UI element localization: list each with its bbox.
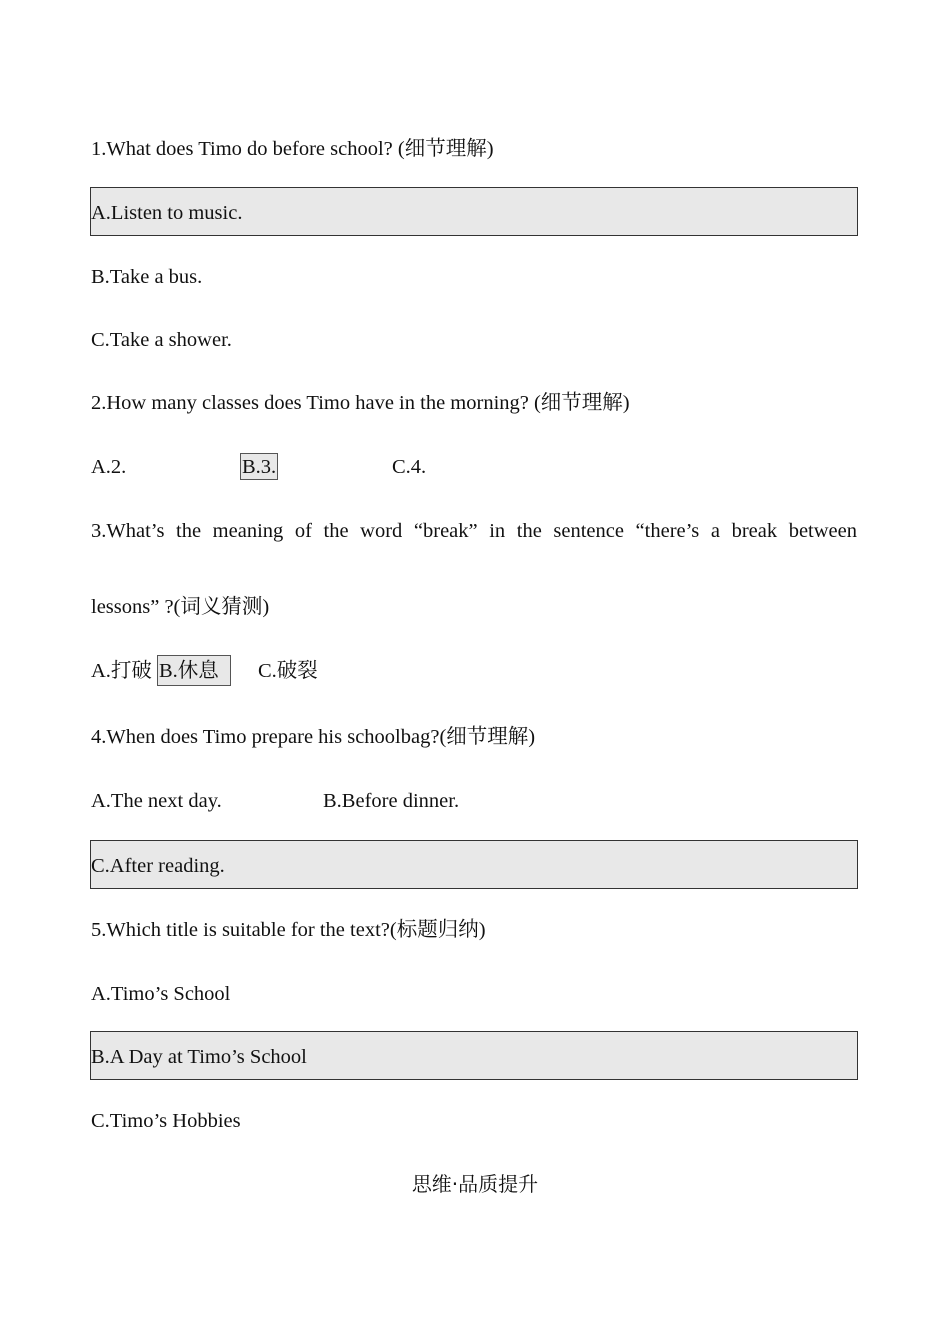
question-4-text: 4.When does Timo prepare his schoolbag?(细节理解) bbox=[91, 726, 536, 748]
option-label: B.A Day at Timo’s School bbox=[91, 1046, 307, 1068]
question-1-option-b[interactable]: B.Take a bus. bbox=[91, 266, 203, 288]
question-2-option-c[interactable]: C.4. bbox=[392, 456, 427, 478]
option-label: C.After reading. bbox=[91, 855, 225, 877]
question-1-option-c[interactable]: C.Take a shower. bbox=[91, 329, 232, 351]
question-3-text-line-1: 3.What’s the meaning of the word “break” in the sentence “there’s a break between bbox=[91, 520, 857, 542]
question-4-option-c-selected[interactable] bbox=[90, 840, 858, 889]
question-2-text: 2.How many classes does Timo have in the morning? (细节理解) bbox=[91, 392, 630, 414]
question-4-option-b[interactable]: B.Before dinner. bbox=[323, 790, 460, 812]
section-heading: 思维·品质提升 bbox=[411, 1172, 539, 1196]
question-3-text-line-2: lessons” ?(词义猜测) bbox=[91, 596, 270, 618]
question-1-text: 1.What does Timo do before school? (细节理解) bbox=[91, 138, 494, 160]
question-3-option-a[interactable]: A.打破 bbox=[91, 660, 152, 682]
question-2-option-b-selected[interactable]: B.3. bbox=[240, 453, 278, 480]
question-5-option-c[interactable]: C.Timo’s Hobbies bbox=[91, 1110, 241, 1132]
question-5-option-b-selected[interactable] bbox=[90, 1031, 858, 1080]
question-4-option-a[interactable]: A.The next day. bbox=[91, 790, 222, 812]
question-5-option-a[interactable]: A.Timo’s School bbox=[91, 983, 231, 1005]
question-1-option-a-selected[interactable] bbox=[90, 187, 858, 236]
question-3-option-c[interactable]: C.破裂 bbox=[258, 660, 318, 682]
question-5-text: 5.Which title is suitable for the text?(标题归纳) bbox=[91, 919, 486, 941]
option-label: A.Listen to music. bbox=[91, 202, 243, 224]
question-3-option-b-selected[interactable]: B.休息 bbox=[157, 655, 231, 686]
question-2-option-a[interactable]: A.2. bbox=[91, 456, 127, 478]
